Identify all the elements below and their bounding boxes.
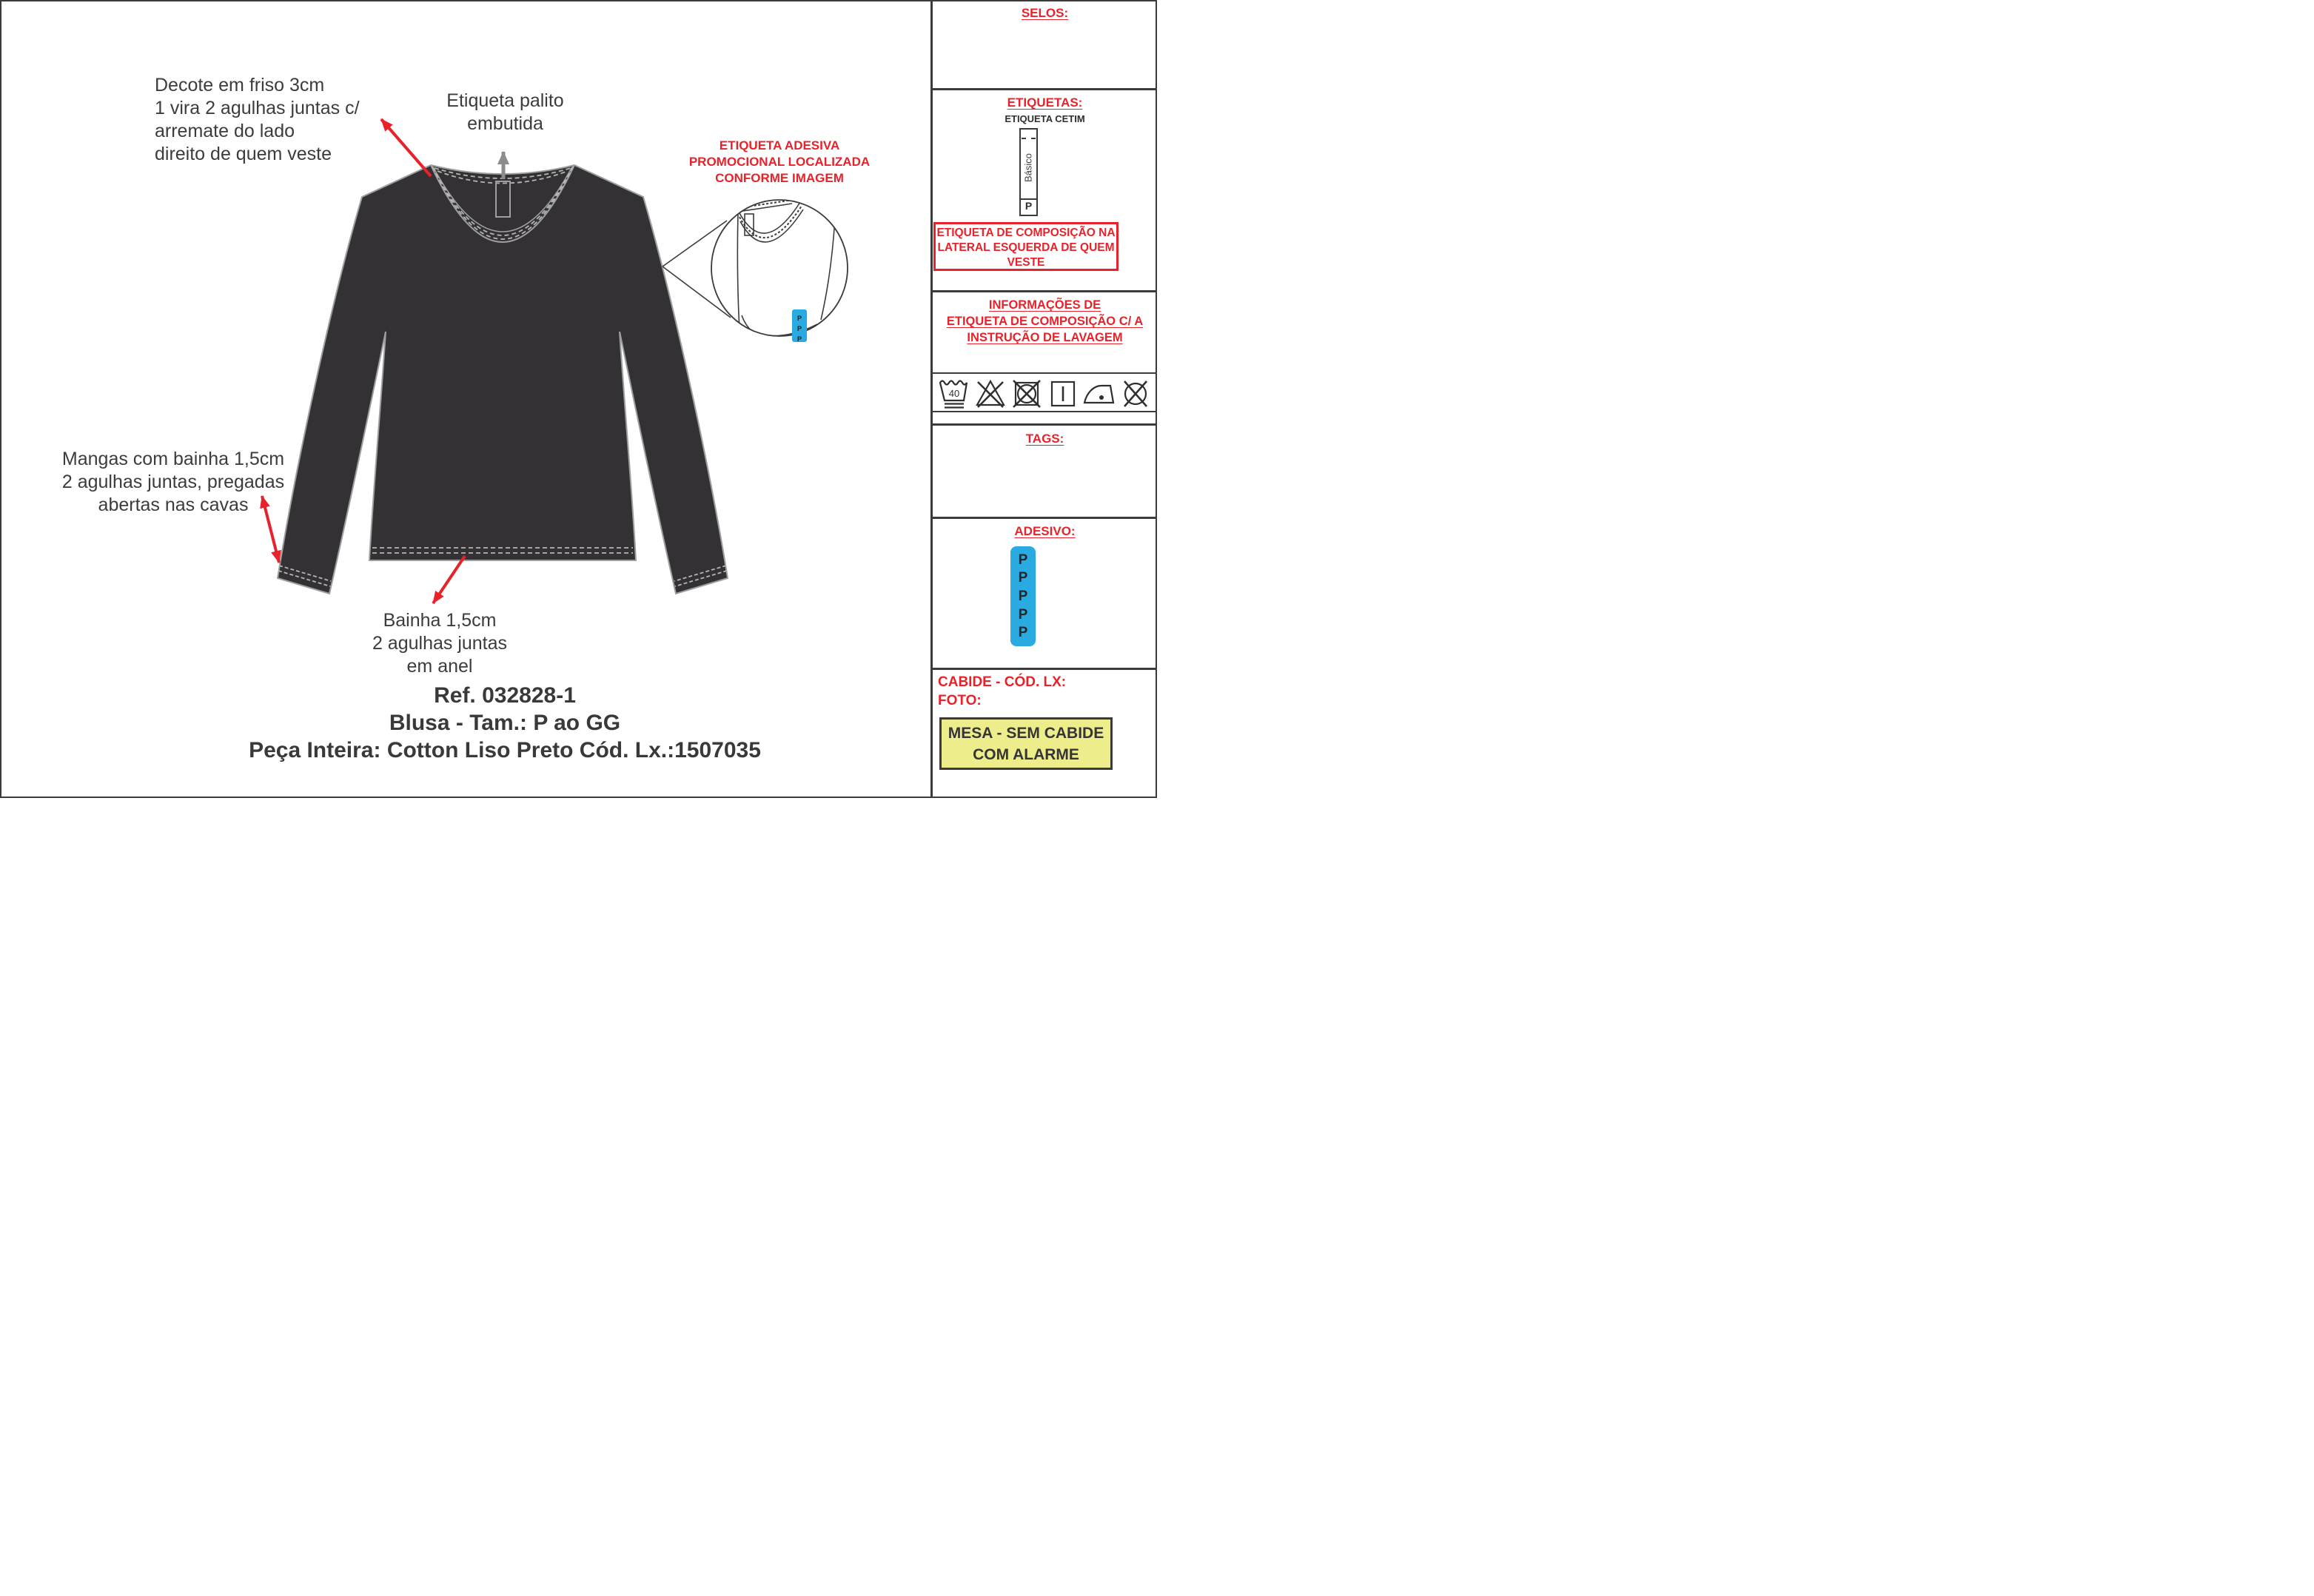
annotation-line: embutida [467, 113, 543, 134]
note-line: LATERAL ESQUERDA DE QUEM [937, 241, 1115, 254]
tags-heading: TAGS: [1025, 432, 1064, 446]
cabide-foto-labels [938, 673, 1066, 710]
annotation-line: ETIQUETA ADESIVA [719, 138, 840, 152]
annotation-line: Mangas com bainha 1,5cm [61, 449, 285, 469]
annotation-line: 2 agulhas juntas, pregadas [61, 472, 285, 492]
mini-sticker-letter: P [797, 315, 802, 322]
mini-sticker-letter: P [797, 325, 802, 332]
annotation-neckline [155, 74, 360, 166]
heading-line: INSTRUÇÃO DE LAVAGEM [967, 331, 1123, 344]
iron-low-temp-icon [1082, 375, 1116, 409]
detail-circle-outline [711, 200, 848, 336]
annotation-sleeves [33, 448, 314, 517]
heading-line: INFORMAÇÕES DE [988, 298, 1101, 312]
sidebar-section-adesivo [930, 517, 1157, 668]
annotation-line: Bainha 1,5cm [383, 610, 497, 631]
sidebar-section-cabide [930, 668, 1157, 798]
display-instruction-box [939, 717, 1113, 770]
cabide-code-label: CABIDE - CÓD. LX: [938, 674, 1067, 690]
sidebar-section-tags [930, 423, 1157, 517]
annotation-line: Etiqueta palito [446, 90, 564, 111]
do-not-bleach-icon [973, 375, 1007, 409]
reference-number: Ref. 032828-1 [434, 683, 576, 708]
etiqueta-cetim-label: ETIQUETA CETIM [1005, 113, 1085, 124]
sidebar-section-etiquetas [930, 88, 1157, 290]
care-symbols-strip [933, 372, 1157, 412]
satin-label-brand: Básico [1022, 152, 1034, 183]
svg-text:40: 40 [948, 388, 960, 399]
satin-label-size: P [1024, 200, 1033, 212]
line-dry-icon [1046, 375, 1080, 409]
annotation-line: abertas nas cavas [98, 494, 249, 515]
reference-title-block [179, 682, 831, 764]
instruction-line: MESA - SEM CABIDE [948, 724, 1104, 742]
annotation-promo-sticker [671, 138, 888, 187]
tech-pack-sheet [0, 0, 1157, 798]
annotation-line: Decote em friso 3cm [155, 75, 325, 95]
annotation-line: 1 vira 2 agulhas juntas c/ [155, 98, 360, 118]
do-not-tumble-dry-icon [1010, 375, 1044, 409]
sidebar-section-selos [930, 1, 1157, 88]
annotation-hem [352, 609, 528, 678]
satin-label-drawing [1019, 128, 1038, 216]
sticker-letter: P [1018, 588, 1028, 604]
annotation-line: em anel [406, 656, 473, 677]
adesivo-heading: ADESIVO: [1014, 524, 1076, 538]
annotation-line: PROMOCIONAL LOCALIZADA [688, 155, 871, 169]
note-line: VESTE [1007, 256, 1045, 269]
arrow-decote [381, 119, 431, 176]
detail-circle [663, 196, 848, 343]
size-sticker-drawing [1010, 546, 1036, 646]
selos-heading: SELOS: [1021, 6, 1069, 20]
foto-label: FOTO: [938, 693, 982, 708]
annotation-line: 2 agulhas juntas [372, 633, 508, 654]
sidebar-section-informacoes [930, 290, 1157, 423]
note-line: ETIQUETA DE COMPOSIÇÃO NA [936, 227, 1116, 239]
annotation-line: direito de quem veste [155, 144, 332, 164]
sticker-letter: P [1018, 625, 1028, 641]
care-info-heading [933, 297, 1157, 346]
annotation-inner-label [433, 90, 577, 135]
shirt-body [278, 165, 728, 594]
etiquetas-heading: ETIQUETAS: [1007, 95, 1083, 110]
sticker-letter: P [1018, 551, 1028, 568]
annotation-line: CONFORME IMAGEM [715, 171, 844, 185]
sticker-letter: P [1018, 606, 1028, 623]
instruction-line: COM ALARME [973, 745, 1079, 763]
shirt-front [278, 165, 728, 594]
mini-sticker-letter: P [797, 335, 802, 343]
sticker-letter: P [1018, 570, 1028, 586]
wash-40-icon [937, 375, 971, 409]
garment-size-range: Blusa - Tam.: P ao GG [389, 711, 621, 735]
arrow-bainha [433, 556, 465, 603]
composition-label-note-box [933, 222, 1119, 271]
annotation-line: arremate do lado [155, 121, 295, 141]
do-not-dry-clean-icon [1119, 375, 1153, 409]
heading-line: ETIQUETA DE COMPOSIÇÃO C/ A [946, 315, 1144, 328]
fabric-spec: Peça Inteira: Cotton Liso Preto Cód. Lx.:1507035 [249, 738, 761, 762]
